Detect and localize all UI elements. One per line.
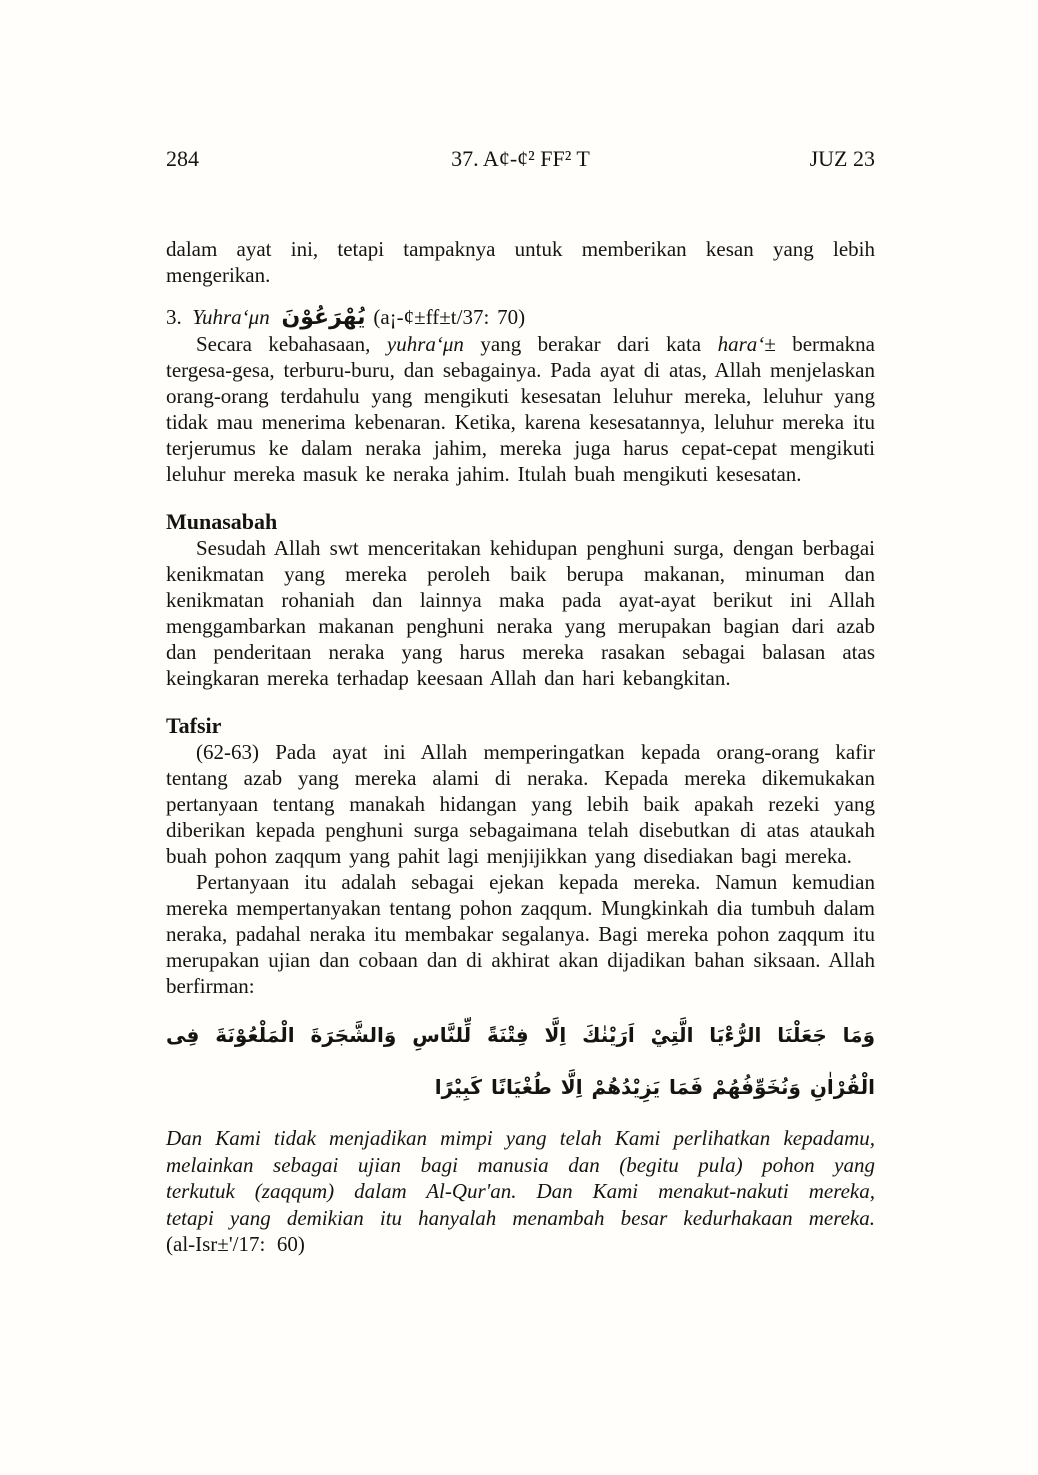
munasabah-heading: Munasabah [166,509,278,534]
page-number: 284 [166,146,199,171]
quran-verse-line-2: يَزِيْدُهُمْ اِلَّا طُغْيَانًا كَبِيْرًا [434,1075,661,1099]
translation-paragraph: Dan Kami tidak menjadikan mimpi yang telah Kami perlihatkan kepadamu, melainkan sebagai ujian bagi manusia dan (begitu pula) pohon yang terkutuk (zaqqum) dalam Al-Qur'an. Dan Kami menakut-nakuti mereka, tetapi yang demikian itu hanyalah menambah besar kedurhakaan mereka. (al-Isr±'/17: 60) [166,1126,875,1256]
quran-verse-line-1: وَمَا جَعَلْنَا الرُّءْيَا الَّتِيْ اَرَيْنٰكَ اِلَّا فِتْنَةً لِّلنَّاسِ وَالشَّجَرَةَ الْمَلْعُوْنَةَ فِى الْقُرْاٰنِ وَنُخَوِّفُهُمْ فَمَا [166,1023,875,1099]
item-3-paragraph: Secara kebahasaan, yuhra‘μn yang berakar dari kata hara‘± bermakna tergesa-gesa, terburu-buru, dan sebagainya. Pada ayat di atas, Allah menjelaskan orang-orang terdahulu yang mengikuti kesesatan leluhur mereka, leluhur yang tidak mau menerima kebenaran. Ketika, karena kesesatannya, leluhur mereka itu terjerumus ke dalam neraka jahim, mereka juga harus cepat-cepat mengikuti leluhur mereka masuk ke neraka jahim. Itulah buah mengikuti kesesatan. [166,332,876,486]
tafsir-paragraph-1: (62-63) Pada ayat ini Allah memperingatkan kepada orang-orang kafir tentang azab yang mereka alami di neraka. Kepada mereka dikemukakan pertanyaan tentang manakah hidangan yang lebih baik apakah rezeki yang diberikan kepada penghuni surga sebagaimana telah disebutkan di atas ataukah buah pohon zaqqum yang pahit lagi menjijikkan yang disediakan bagi mereka. [166,740,875,868]
quran-verse [166,1009,875,1113]
tafsir-heading: Tafsir [166,713,222,738]
page-header [166,146,875,172]
tafsir-paragraph-2: Pertanyaan itu adalah sebagai ejekan kepada mereka. Namun kemudian mereka mempertanyakan tentang pohon zaqqum. Mungkinkah dia tumbuh dalam neraka, padahal neraka itu membakar segalanya. Bagi mereka pohon zaqqum itu merupakan ujian dan cobaan dan di akhirat akan dijadikan bahan siksaan. Allah berfirman: [166,870,875,998]
munasabah-paragraph: Sesudah Allah swt menceritakan kehidupan penghuni surga, dengan berbagai kenikmatan yang mereka peroleh baik berupa makanan, minuman dan kenikmatan rohaniah dan lainnya maka pada ayat-ayat berikut ini Allah menggambarkan makanan penghuni neraka yang merupakan bagian dari azab dan penderitaan neraka yang harus mereka rasakan sebagai balasan atas keingkaran mereka terhadap keesaan Allah dan hari kebangkitan. [166,536,875,690]
item-3-heading: 3. Yuhra‘μn يُهْرَعُوْنَ (a¡-¢±ff±t/37: 70) [166,305,526,330]
chapter-title: 37. A¢-¢² FF² T [451,146,590,171]
juz-label: JUZ 23 [809,146,875,171]
page-content [166,146,875,1258]
intro-paragraph: dalam ayat ini, tetapi tampaknya untuk memberikan kesan yang lebih mengerikan. [166,237,875,287]
